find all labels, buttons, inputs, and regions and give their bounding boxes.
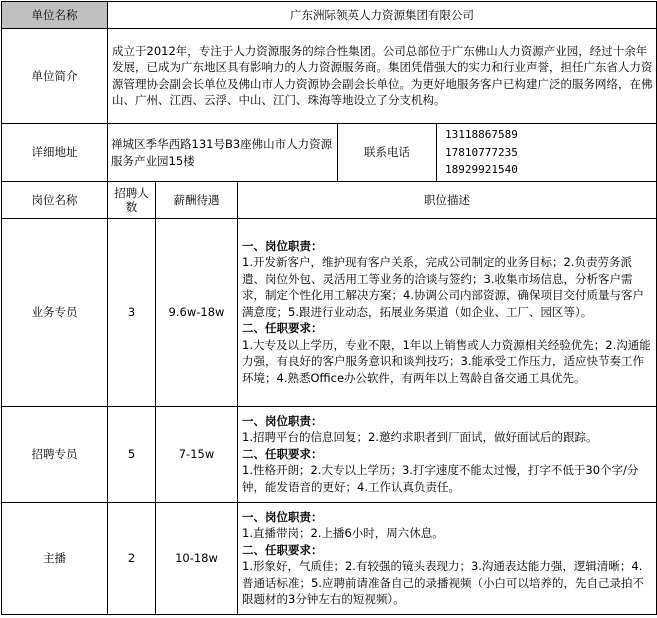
job-count: 3 [108, 219, 156, 407]
job-title: 主播 [2, 503, 108, 615]
phone-number: 13118867589 [445, 128, 518, 142]
requirements-text: 1.大专及以上学历，专业不限，1年以上销售或人力资源相关经验优先；2.沟通能力强，有良好的客户服务意识和谈判技巧；3.能承受工作压力，适应快节奏工作环境；4.熟悉Office办公软件，有两年以上驾龄自备交通工具优先。 [242, 337, 651, 385]
job-salary: 9.6w-18w [156, 219, 238, 407]
company-name-label: 单位名称 [2, 2, 108, 29]
phone-number: 18929921540 [445, 163, 518, 177]
job-description [238, 503, 657, 615]
recruitment-table [1, 1, 657, 615]
requirements-heading: 二、任职要求： [242, 542, 323, 557]
requirements-text: 1.性格开朗；2.大专以上学历；3.打字速度不能太过慢，打字不低于30个字/分钟，能发语音的更好；4.工作认真负责任。 [242, 463, 639, 494]
header-position: 岗位名称 [2, 182, 108, 219]
job-count: 2 [108, 503, 156, 615]
requirements-heading: 二、任职要求： [242, 446, 323, 461]
job-salary: 10-18w [156, 503, 238, 615]
job-salary: 7-15w [156, 407, 238, 503]
job-title: 业务专员 [2, 219, 108, 407]
company-intro: 成立于2012年，专注于人力资源服务的综合性集团。公司总部位于广东佛山人力资源产业园，经过十余年发展，已成为广东地区具有影响力的人力资源服务商。集团凭借强大的实力和行业声誉，担任广东省人力资源管理协会副会长单位及佛山市人力资源协会副会长单位。为更好地服务客户已构建广泛的服务网络，在佛山、广州、江西、云浮、中山、江门、珠海等地设立了分支机构。 [108, 29, 657, 124]
duties-heading: 一、岗位职责： [242, 413, 323, 428]
company-name: 广东洲际领英人力资源集团有限公司 [108, 2, 657, 29]
duties-text: 1.直播带岗；2.上播6小时，周六休息。 [242, 526, 444, 540]
company-intro-row [2, 29, 657, 124]
duties-text: 1.开发新客户，维护现有客户关系，完成公司制定的业务目标；2.负责劳务派遣、岗位外包、灵活用工等业务的洽谈与签约；3.收集市场信息，分析客户需求，制定个性化用工解决方案；4.协调公司内部资源，确保项目交付质量与客户满意度；5.跟进行业动态，拓展业务渠道（如企业、工厂、园区等）。 [242, 255, 644, 319]
duties-heading: 一、岗位职责： [242, 238, 323, 253]
jobs-header-row [2, 182, 657, 219]
company-address-row [2, 124, 657, 182]
job-row-recruiter [2, 407, 657, 503]
header-description: 职位描述 [238, 182, 657, 219]
job-count: 5 [108, 407, 156, 503]
job-row-streamer [2, 503, 657, 615]
address-label: 详细地址 [2, 124, 108, 182]
job-title: 招聘专员 [2, 407, 108, 503]
phone-number: 17810777235 [445, 145, 518, 159]
phone-label: 联系电话 [338, 124, 437, 182]
company-intro-label: 单位简介 [2, 29, 108, 124]
header-count: 招聘人数 [108, 182, 156, 219]
duties-text: 1.招聘平台的信息回复；2.邀约求职者到厂面试，做好面试后的跟踪。 [242, 430, 598, 445]
job-description [238, 407, 657, 503]
company-name-row [2, 2, 657, 29]
job-row-sales [2, 219, 657, 407]
duties-heading: 一、岗位职责： [242, 509, 323, 524]
requirements-text: 1.形象好，气质佳；2.有较强的镜头表现力；3.沟通表达能力强，逻辑清晰；4.普通话标准；5.应聘前请准备自己的录播视频（小白可以培养的，先自己录拍不限题材的3分钟左右的短视频）。 [242, 559, 644, 606]
phone-list [437, 124, 657, 182]
address-value: 禅城区季华西路131号B3座佛山市人力资源服务产业园15楼 [108, 124, 338, 182]
requirements-heading: 二、任职要求： [242, 321, 323, 336]
header-salary: 薪酬待遇 [156, 182, 238, 219]
job-description [238, 219, 657, 407]
